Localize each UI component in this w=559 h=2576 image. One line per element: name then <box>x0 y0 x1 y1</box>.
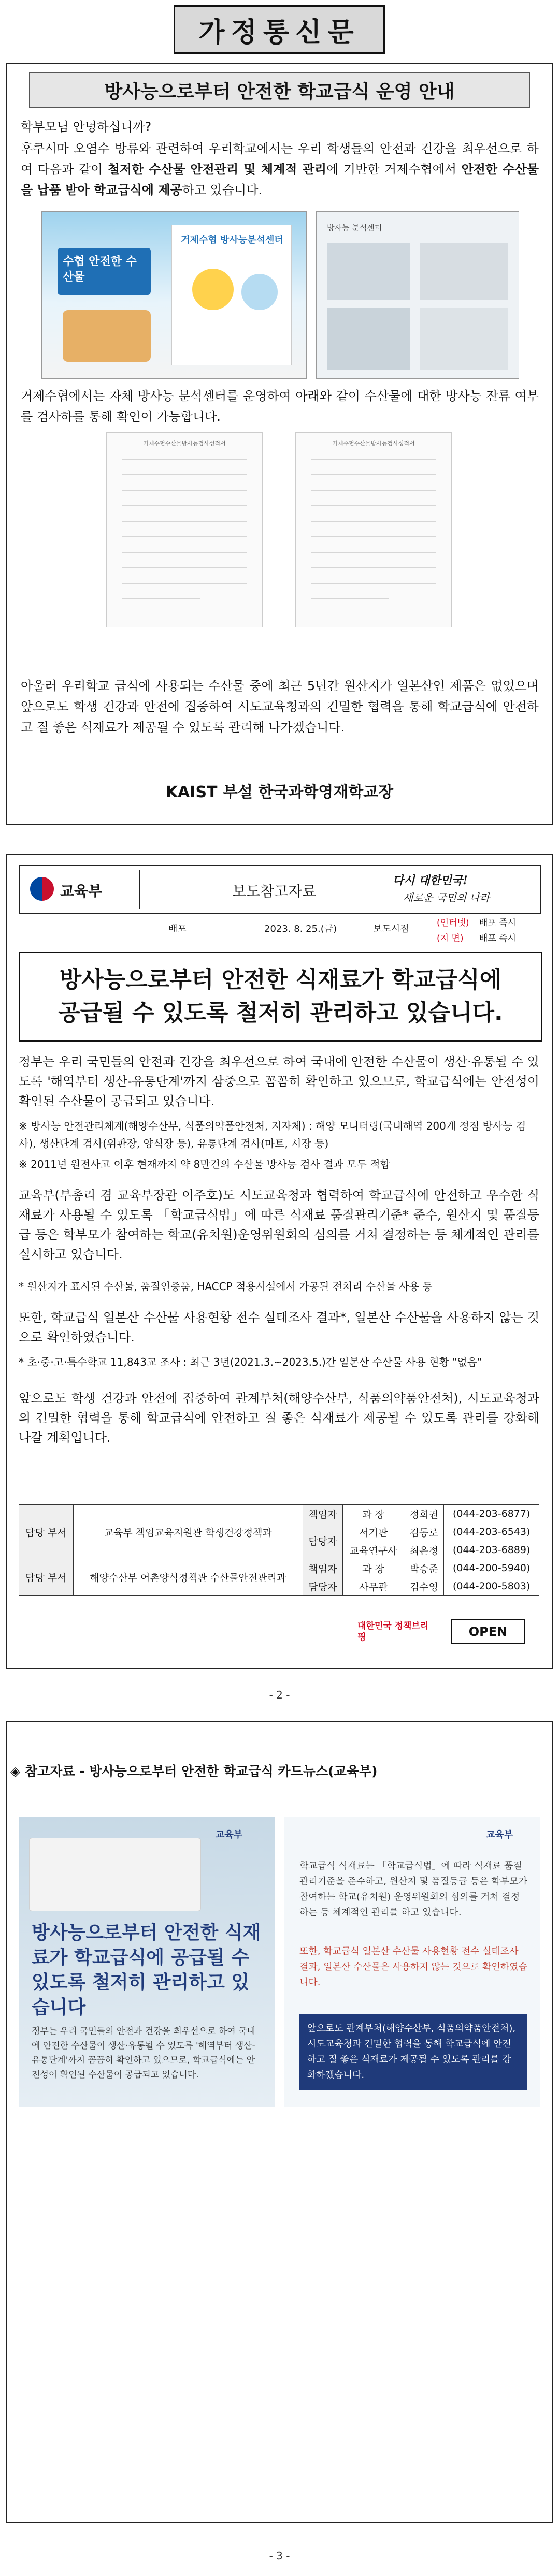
test-certificate-1: 거제수협수산물방사능검사성적서 <box>106 432 263 627</box>
table-row: 담당자 사무관 김수영 (044-200-5803) <box>19 1577 539 1596</box>
table-row: 담당 부서 해양수산부 어촌양식정책관 수산물안전관리과 책임자 과 장 박승준 (044-200-5940) <box>19 1559 539 1577</box>
notice-subtitle: 방사능으로부터 안전한 학교급식 운영 안내 <box>29 72 530 108</box>
analysis-paragraph: 거제수협에서는 자체 방사능 분석센터를 운영하여 아래와 같이 수산물에 대한 방사능 잔류 여부를 검사하를 통해 확인이 가능합니다. <box>21 389 539 424</box>
open-badge: OPEN <box>451 1619 525 1644</box>
table-row: 담당자 서기관 김동로 (044-203-6543) <box>19 1523 539 1541</box>
ministry-emblem-icon <box>30 877 54 901</box>
cardnews-card-2: 교육부 학교급식 식재료는 「학교급식법」에 따라 식재료 품질관리기준을 준수하고, 원산지 및 품질등급 등은 학부모가 참여하는 학교(유치원) 운영위원회의 심의를 거쳐 결정하는 등 체계적인 관리를 하고 있습니다. 또한, 학교급식 일본산 수산물 사용현황 전수 실태조사 결과, 일본산 수산물은 사용하지 않는 것으로 확인하였습니다. 앞으로도 관계부처(해양수산부, 식품의약품안전처), 시도교육청과 긴밀한 협력을 통해 학교급식에 안전하고 질 좋은 식재료가 제공될 수 있도록 관리를 강화하겠습니다. <box>284 1817 540 2107</box>
press-note-4: * 초·중·고·특수학교 11,843교 조사 : 최근 3년(2021.3.~2023.5.)간 일본산 수산물 사용 현황 "없음" <box>19 1356 482 1368</box>
cardnews-heading: ◈ 참고자료 - 방사능으로부터 안전한 학교급식 카드뉴스(교육부) <box>10 1764 378 1779</box>
press-body-3: 또한, 학교급식 일본산 수산물 사용현황 전수 실태조사 결과*, 일본산 수산물을 사용하지 않는 것으로 확인하였습니다. <box>19 1310 539 1344</box>
table-row: 교육연구사 최은정 (044-203-6889) <box>19 1541 539 1559</box>
greeting: 학부모님 안녕하십니까? <box>21 120 152 134</box>
slogan-line2: 새로운 국민의 나라 <box>403 891 490 904</box>
page-number-2: - 2 - <box>269 1689 290 1701</box>
embargo-paper: (지 면) <box>437 933 464 944</box>
press-note-3: * 원산지가 표시된 수산물, 품질인증품, HACCP 적용시설에서 가공된 전처리 수산물 사용 등 <box>19 1280 433 1293</box>
contact-table <box>19 1504 539 1596</box>
release-date: 2023. 8. 25.(금) <box>264 924 337 934</box>
lab-photo: 방사능 분석센터 <box>316 211 519 379</box>
intro-paragraph: 후쿠시마 오염수 방류와 관련하여 우리학교에서는 우리 학생들의 안전과 건강을 최우선으로 하여 다음과 같이 철저한 수산물 안전관리 및 체계적 관리에 기반한 거제수협에서 안전한 수산물을 납품 받아 학교급식에 제공하고 있습니다. <box>21 141 539 197</box>
doc-type: 보도참고자료 <box>232 883 317 900</box>
cardnews-card-1: 교육부 방사능으로부터 안전한 식재료가 학교급식에 공급될 수 있도록 철저히 관리하고 있습니다 정부는 우리 국민들의 안전과 건강을 최우선으로 하여 국내에 안전한 수산물이 생산·유통될 수 있도록 '해역부터 생산-유통단계'까지 꼼꼼히 확인하고 있으므로, 학교급식에는 안전성이 확인된 수산물이 공급되고 있습니다. <box>19 1817 275 2107</box>
embargo-paper-value: 배포 즉시 <box>479 933 517 944</box>
page-number-3: - 3 - <box>269 2550 290 2562</box>
seafood-promo-image: 수협 안전한 수산물 거제수협 방사능분석센터 <box>41 211 307 379</box>
page-title: 가정통신문 <box>174 5 385 54</box>
embargo-online: (인터넷) <box>437 918 469 928</box>
embargo-online-value: 배포 즉시 <box>479 918 517 928</box>
test-certificate-2: 거제수협수산물방사능검사성적서 <box>295 432 452 627</box>
press-header <box>19 865 541 914</box>
signature: KAIST 부설 한국과학영재학교장 <box>165 783 394 801</box>
press-body-1: 정부는 우리 국민들의 안전과 건강을 최우선으로 하여 국내에 안전한 수산물이 생산·유통될 수 있도록 '해역부터 생산-유통단계'까지 삼중으로 꼼꼼히 확인하고 있으므로, 학교급식에는 안전성이 확인된 수산물이 공급되고 있습니다. <box>19 1055 539 1108</box>
ministry-name: 교육부 <box>60 883 103 900</box>
table-row: 담당 부서 교육부 책임교육지원관 학생건강정책과 책임자 과 장 정희권 (044-203-6877) <box>19 1505 539 1523</box>
meal-tray-image <box>29 1838 201 1911</box>
embargo-label: 보도시점 <box>373 924 409 934</box>
slogan-line1: 다시 대한민국! <box>393 874 468 887</box>
closing-paragraph: 아울러 우리학교 급식에 사용되는 수산물 중에 최근 5년간 원산지가 일본산인 제품은 없었으며 앞으로도 학생 건강과 안전에 집중하여 시도교육청과의 긴밀한 협력을 통해 학교급식에 안전하고 질 좋은 식재료가 제공될 수 있도록 관리해 나가겠습니다. <box>21 679 539 735</box>
press-body-4: 앞으로도 학생 건강과 안전에 집중하여 관계부처(해양수산부, 식품의약품안전처), 시도교육청과의 긴밀한 협력을 통해 학교급식에 안전하고 질 좋은 식재료가 제공될 수 있도록 관리를 강화해 나갈 계획입니다. <box>19 1391 539 1445</box>
press-note-1: ※ 방사능 안전관리체계(해양수산부, 식품의약품안전처, 지자체) : 해양 모니터링(국내해역 200개 정점 방사능 검사), 생산단계 검사(위판장, 양식장 등), 유통단계 검사(마트, 시장 등) <box>19 1120 526 1150</box>
press-headline: 방사능으로부터 안전한 식재료가 학교급식에 공급될 수 있도록 철저히 관리하고 있습니다. <box>19 952 542 1042</box>
press-note-2: ※ 2011년 원전사고 이후 현재까지 약 8만건의 수산물 방사능 검사 결과 모두 적합 <box>19 1158 390 1170</box>
press-body-2: 교육부(부총리 겸 교육부장관 이주호)도 시도교육청과 협력하여 학교급식에 안전하고 우수한 식재료가 사용될 수 있도록 「학교급식법」에 따른 식재료 품질관리기준* 준수, 원산지 및 품질등급 등은 학부모가 참여하는 학교(유치원)운영위원회의 심의를 거쳐 결정하는 등 체계적인 관리를 실시하고 있습니다. <box>19 1188 539 1262</box>
release-label: 배포 <box>168 924 187 934</box>
briefing-logo: 대한민국 정책브리핑 <box>357 1621 429 1643</box>
